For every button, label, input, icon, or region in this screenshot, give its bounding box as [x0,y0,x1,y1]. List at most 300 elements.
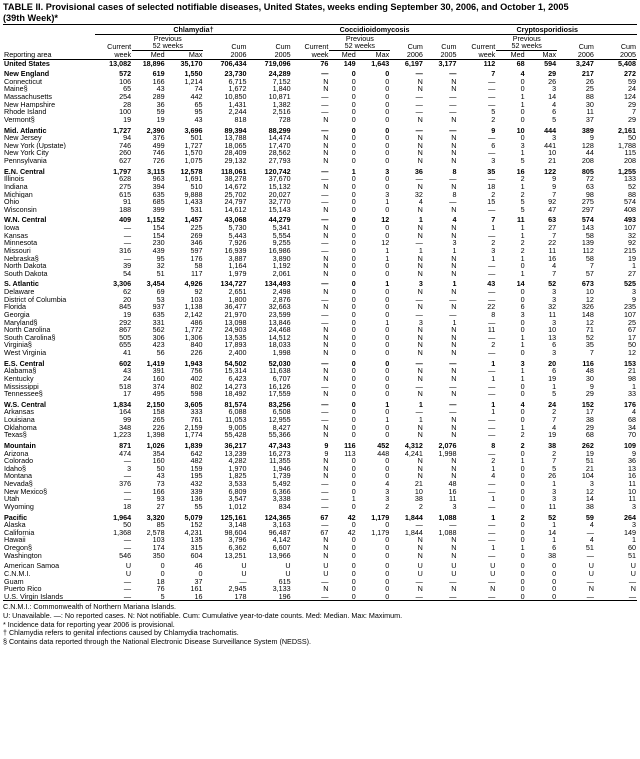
table-body [3,59,637,601]
value-cell: — [449,93,457,101]
reporting-area-cell: Wyoming [4,502,34,511]
value-cell: 28 [123,100,132,109]
table-row [3,521,637,529]
reporting-area-cell: Tennessee§ [4,390,43,398]
value-cell: 0 [526,593,557,601]
value-cell: 0 [385,521,390,529]
value-cell: 1 [632,262,636,270]
value-cell: 14 [516,280,525,288]
value-cell: 85 [156,521,165,529]
value-cell: — [415,408,423,416]
value-cell: 34 [628,423,636,432]
reporting-area-cell: New York City [4,149,49,157]
value-cell: N [323,303,329,311]
value-cell: — [488,205,496,214]
value-cell: 1,382 [272,100,291,109]
value-cell: 409 [119,216,132,224]
value-cell: 0 [351,231,356,240]
value-cell: 208 [581,157,594,165]
value-cell: — [488,93,496,101]
max-label: Max [166,50,204,59]
value-cell: 67 [320,528,329,537]
value-cell: 50 [156,464,165,473]
value-cell: 0 [351,431,356,439]
value-cell: 161 [190,585,203,593]
value-cell: 8 [452,167,457,176]
value-cell: 0 [351,224,356,232]
value-cell: N [323,374,329,383]
value-cell: U [588,562,594,570]
value-cell: 178 [203,593,247,601]
value-cell: 134,493 [264,280,291,288]
table-row [3,319,637,327]
table-row [3,349,637,357]
value-cell: 9 [552,175,557,183]
value-cell: 3 [385,495,390,503]
value-cell: 0 [385,408,390,416]
value-cell: — [488,367,496,375]
value-cell: 116 [344,441,356,450]
value-cell: 0 [520,536,525,544]
value-cell: 92 [628,239,636,247]
value-cell: N [451,585,457,593]
value-cell: N [451,303,457,311]
value-cell: — [488,382,496,391]
value-cell: N [451,341,457,349]
value-cell: 1,192 [272,262,291,270]
value-cell: 0 [329,593,356,601]
value-cell: 0 [385,551,390,560]
value-cell: 6 [552,367,557,375]
value-cell: 120,742 [264,167,291,176]
value-cell: 1 [491,224,496,232]
value-cell: 69 [156,288,165,296]
value-cell: 1 [385,246,390,255]
value-cell: — [321,318,329,327]
value-cell: 94 [123,134,132,142]
value-cell: — [239,577,247,586]
value-cell: 230 [152,239,165,247]
cum-label: Cum [407,42,423,51]
med-label: Med [496,50,525,59]
value-cell: 4 [552,262,557,270]
value-cell: 531 [190,205,203,214]
value-cell: 0 [385,544,390,552]
value-cell: 1,306 [184,333,203,342]
data-table [3,24,637,601]
table-row [3,175,637,183]
value-cell: 1,727 [113,126,132,135]
value-cell: 1,433 [184,198,203,206]
value-cell: 0 [385,231,390,240]
value-cell: 0 [351,70,356,78]
table-row [3,303,637,311]
value-cell: 1,998 [438,449,457,458]
value-cell: 22 [548,239,557,247]
value-cell: 655 [119,341,132,349]
value-cell: 3 [452,239,457,247]
value-cell: 47,343 [268,441,291,450]
value-cell: 27 [628,269,636,278]
table-row [3,593,637,601]
value-cell: 1 [491,408,496,416]
reporting-area-cell: Nebraska§ [4,254,39,263]
reporting-area-cell: Guam [4,577,24,586]
value-cell: 12 [381,239,390,247]
value-cell: 3,306 [113,280,132,288]
value-cell: 196 [248,593,292,601]
value-cell: 18,065 [224,141,247,150]
value-cell: — [488,431,496,439]
table-row [3,472,637,480]
value-cell: — [415,108,423,116]
value-cell: 265 [152,416,165,424]
value-cell: — [321,408,329,416]
value-cell: 0 [351,288,356,296]
value-cell: — [449,108,457,116]
value-cell: 136 [190,495,203,503]
value-cell: 10 [548,149,557,157]
table-row [3,416,637,424]
value-cell: 133 [624,175,636,183]
value-cell: 635 [152,190,165,199]
value-cell: 3,247 [575,59,594,68]
value-cell: 95 [156,254,165,263]
value-cell: N [417,374,423,383]
value-cell: 574 [581,216,594,224]
value-cell: 0 [351,326,356,334]
value-cell: 1 [552,536,557,544]
value-cell: 14 [548,93,557,101]
value-cell: 55,366 [268,431,291,439]
value-cell: 1,834 [113,400,132,409]
value-cell: 100 [119,108,132,116]
value-cell: N [417,231,423,240]
value-cell: 4,282 [228,457,247,465]
value-cell: 9,005 [228,423,247,432]
reporting-area-cell: Minnesota [4,239,38,247]
value-cell: 50 [628,341,636,349]
value-cell: 746 [152,149,165,157]
value-cell: 0 [520,390,525,398]
value-cell: 1 [491,495,496,503]
value-cell: U [125,569,132,578]
value-cell: 11 [548,246,557,255]
value-cell: 24,289 [268,70,291,78]
value-cell: 264 [624,513,636,522]
value-cell: 29 [628,100,636,109]
table-row [3,514,637,522]
table-row [3,334,637,342]
value-cell: 0 [351,562,356,570]
max-label: Max [357,50,391,59]
value-cell: 499 [152,141,165,150]
value-cell: 834 [278,502,291,511]
value-cell: — [424,593,458,601]
value-cell: N [451,390,457,398]
value-cell: 0 [552,569,557,578]
value-cell: 1,672 [228,85,247,93]
reporting-area-cell: Mississippi [4,382,39,391]
value-cell: N [323,551,329,560]
week-label: week [292,50,330,59]
value-cell: 15,143 [268,205,291,214]
value-cell: 59 [628,77,636,86]
value-cell: 6,715 [228,77,247,86]
value-cell: 3 [520,310,525,319]
reporting-area-cell: Kentucky [4,374,34,383]
table-row [3,375,637,383]
value-cell: 0 [351,333,356,342]
value-cell: 604 [190,551,203,560]
value-cell: 627 [119,157,132,165]
reporting-area-cell: Delaware [4,288,35,296]
value-cell: — [123,495,132,503]
value-cell: 60 [628,544,636,552]
table-row [3,127,637,135]
value-cell: 9 [632,449,636,458]
value-cell: 635 [152,310,165,319]
value-cell: 38,278 [224,175,247,183]
value-cell: 594 [544,59,557,68]
value-cell: 11 [586,108,594,116]
value-cell: 2 [491,115,496,124]
reporting-area-cell: Rhode Island [4,108,47,116]
value-cell: N [323,288,329,296]
value-cell: U [125,562,132,570]
value-cell: 1,431 [228,100,247,109]
value-cell: 32 [548,303,557,311]
value-cell: — [415,310,423,319]
value-cell: — [488,416,496,424]
value-cell: 0 [520,569,525,578]
value-cell: 95 [194,108,203,116]
value-cell: 3 [552,349,557,357]
value-cell: 149 [343,59,356,68]
value-cell: 4 [552,100,557,109]
value-cell: 27 [156,502,165,511]
value-cell: N [451,423,457,432]
value-cell: 12,578 [180,167,203,176]
value-cell: 41 [123,349,132,357]
value-cell: 158 [152,408,165,416]
value-cell: 4 [520,70,525,78]
value-cell: 22 [487,303,496,311]
value-cell: 19 [156,115,165,124]
value-cell: 24,903 [224,326,247,334]
value-cell: N [417,544,423,552]
value-cell: 33 [628,390,636,398]
value-cell: N [451,349,457,357]
value-cell: 326 [581,303,594,311]
value-cell: 0 [351,175,356,183]
value-cell: 51 [585,457,594,465]
value-cell: 4 [589,536,594,544]
table-row [3,255,637,263]
value-cell: 0 [351,108,356,116]
value-cell: 1,179 [371,528,390,537]
value-cell: N [417,367,423,375]
value-cell: 423 [152,341,165,349]
value-cell: 0 [351,239,356,247]
value-cell: 1,727 [184,141,203,150]
value-cell: U [241,562,247,570]
value-cell: 439 [152,246,165,255]
value-cell: 5,079 [184,513,203,522]
value-cell: 16,939 [224,246,247,255]
value-cell: 29,132 [224,157,247,165]
value-cell: 0 [351,269,356,278]
value-cell: 333 [190,408,203,416]
value-cell: 51 [585,544,594,552]
value-cell: U [323,562,329,570]
week-label: week [95,50,132,59]
value-cell: — [488,536,496,544]
value-cell: 37 [585,115,594,124]
value-cell: 2 [491,457,496,465]
value-cell: 52 [548,280,557,288]
value-cell: 17,559 [268,390,291,398]
value-cell: 6,362 [228,544,247,552]
value-cell: 35,170 [180,59,203,68]
value-cell: 23,599 [268,310,291,319]
value-cell: 128 [581,141,594,150]
value-cell: 1 [520,333,525,342]
value-cell: N [323,536,329,544]
value-cell: 12 [628,349,636,357]
value-cell: 6,607 [272,544,291,552]
value-cell: 37,670 [268,175,291,183]
value-cell: 28,409 [224,149,247,157]
value-cell: 15,132 [268,182,291,191]
value-cell: 2 [552,449,557,458]
value-cell: — [586,551,594,560]
value-cell: 38 [548,551,557,560]
value-cell: 4 [520,400,525,409]
value-cell: N [323,333,329,342]
value-cell: N [323,254,329,263]
value-cell: 154 [152,224,165,232]
value-cell: 5 [491,108,496,116]
reporting-area-cell: Puerto Rico [4,585,42,593]
year-2006-label: 2006 [557,50,595,59]
value-cell: 29 [585,423,594,432]
value-cell: 1,164 [228,262,247,270]
reporting-area-cell: South Carolina§ [4,333,56,342]
value-cell: 16 [166,593,204,601]
value-cell: — [557,593,595,601]
value-cell: 52 [548,513,557,522]
year-2005-label: 2005 [248,50,292,59]
value-cell: 1,643 [371,59,390,68]
value-cell: 0 [385,310,390,319]
value-cell: 0 [496,593,525,601]
value-cell: 1 [491,400,496,409]
value-cell: — [415,295,423,304]
value-cell: 56 [156,349,165,357]
value-cell: 6 [552,544,557,552]
value-cell: 48 [448,480,457,488]
value-cell: N [417,423,423,432]
reporting-area-cell: Georgia [4,310,30,319]
value-cell: — [449,70,457,78]
value-cell: 0 [520,318,525,327]
value-cell: 1 [351,167,356,176]
footnote: U: Unavailable. —: No reported cases. N: Not notifiable. Cum: Cumulative year-to-date counts. Med: Median. Max: Maximum. [3,610,403,620]
value-cell: 14,273 [224,382,247,391]
value-cell: 20 [548,359,557,368]
value-cell: 67 [320,513,329,522]
value-cell: 2,161 [618,126,636,135]
reporting-area-cell: Kansas [4,231,28,240]
value-cell: 0 [351,521,356,529]
value-cell: N [323,585,329,593]
value-cell: 2,498 [272,288,291,296]
value-cell: N [323,464,329,473]
value-cell: 166 [152,77,165,86]
value-cell: 135 [190,536,203,544]
table-row [3,570,637,578]
value-cell: 5 [132,593,166,601]
value-cell: N [451,231,457,240]
value-cell: 1 [385,318,390,327]
value-cell: 1 [520,269,525,278]
value-cell: 746 [119,141,132,150]
value-cell: 188 [119,205,132,214]
value-cell: 0 [385,303,390,311]
value-cell: 5 [520,157,525,165]
value-cell: — [321,246,329,255]
value-cell: 331 [152,318,165,327]
value-cell: 13,846 [268,318,291,327]
value-cell: 391 [152,367,165,375]
value-cell: N [417,349,423,357]
table-row [3,408,637,416]
value-cell: 572 [119,70,132,78]
value-cell: — [321,100,329,109]
value-cell: 1 [632,536,636,544]
table-row [3,495,637,503]
value-cell: 474 [119,449,132,458]
value-cell: 16,273 [268,449,291,458]
value-cell: 315 [190,544,203,552]
value-cell: — [449,126,457,135]
value-cell: 1,943 [184,359,203,368]
value-cell: 7 [632,108,636,116]
reporting-area-cell: Michigan [4,190,33,199]
value-cell: 3 [589,480,594,488]
value-cell: 399 [152,205,165,214]
reporting-area-cell: U.S. Virgin Islands [3,593,95,601]
value-cell: 50 [628,134,636,142]
reporting-area-cell: Idaho§ [4,464,26,473]
value-cell: 6,809 [228,487,247,496]
table-row [3,552,637,560]
value-cell: 1 [520,224,525,232]
med-label: Med [132,50,166,59]
table-row [3,78,637,86]
value-cell: 12 [585,295,594,304]
value-cell: 52 [628,182,636,191]
value-cell: 0 [351,216,356,224]
value-cell: 59 [585,513,594,522]
value-cell: — [321,175,329,183]
value-cell: 1,255 [618,167,636,176]
reporting-area-cell: American Samoa [4,562,60,570]
table-row [3,239,637,247]
value-cell: — [321,280,329,288]
value-cell: 15 [487,198,496,206]
